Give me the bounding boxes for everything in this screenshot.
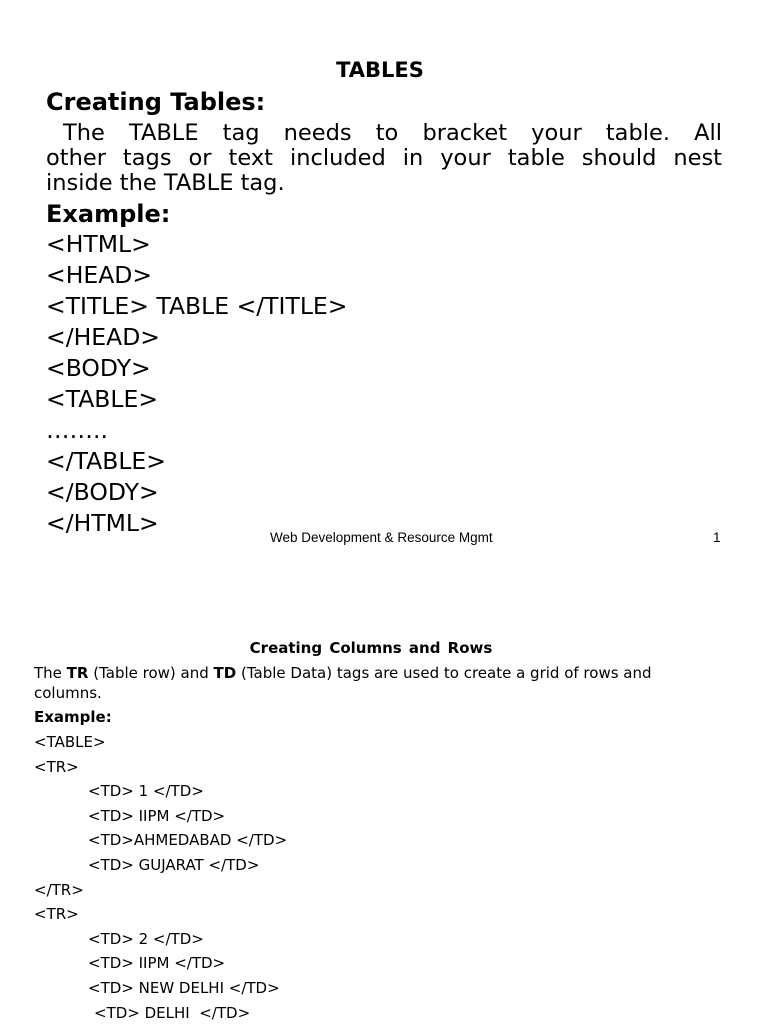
td-keyword: TD [213,664,237,682]
code-line: …….. [46,416,108,444]
code-listing [34,730,287,1024]
code-line: <TR> [34,757,79,776]
code-line: </TR> [34,880,84,899]
paragraph-text: (Table row) and [88,664,214,682]
example-label: Example: [46,200,171,228]
code-line: </TABLE> [46,447,166,475]
code-line: <TITLE> TABLE </TITLE> [46,292,348,320]
code-line: <TABLE> [46,385,159,413]
code-line: <TD> NEW DELHI </TD> [88,978,280,997]
code-line: <TD> GUJARAT </TD> [88,855,260,874]
example-label: Example: [34,708,112,726]
intro-paragraph [46,121,722,196]
paragraph-line: The TABLE tag needs to bracket your table. All [63,120,722,146]
code-line: <TD>AHMEDABAD </TD> [88,831,288,850]
code-line: <TD> DELHI </TD> [94,1003,251,1022]
code-line: </BODY> [46,478,159,506]
code-line: <TD> 1 </TD> [88,782,204,801]
paragraph-text: (Table Data) tags are used to create a grid of rows and columns. [34,664,652,702]
code-line: </HTML> [46,509,159,537]
code-listing [46,229,347,539]
code-line: <BODY> [46,354,151,382]
code-line: <TD> IIPM </TD> [88,806,226,825]
slide-title: Creating Columns and Rows [249,639,493,657]
paragraph-line: other tags or text included in your table should nest [46,145,722,171]
tr-keyword: TR [66,664,89,682]
slide-footer: Web Development & Resource Mgmt [270,530,493,545]
page-number: 1 [713,530,721,545]
code-line: </HEAD> [46,323,160,351]
code-line: <TD> 2 </TD> [88,929,204,948]
section-heading: Creating Tables: [46,88,266,116]
code-line: <TR> [34,905,79,924]
paragraph-text: The [34,664,67,682]
code-line: <TABLE> [34,733,106,751]
intro-paragraph [34,663,724,703]
slide-title: TABLES [336,58,424,82]
paragraph-line: inside the TABLE tag. [46,170,285,196]
code-line: <HEAD> [46,261,153,289]
code-line: <TD> IIPM </TD> [88,954,226,973]
code-line: <HTML> [46,230,151,258]
